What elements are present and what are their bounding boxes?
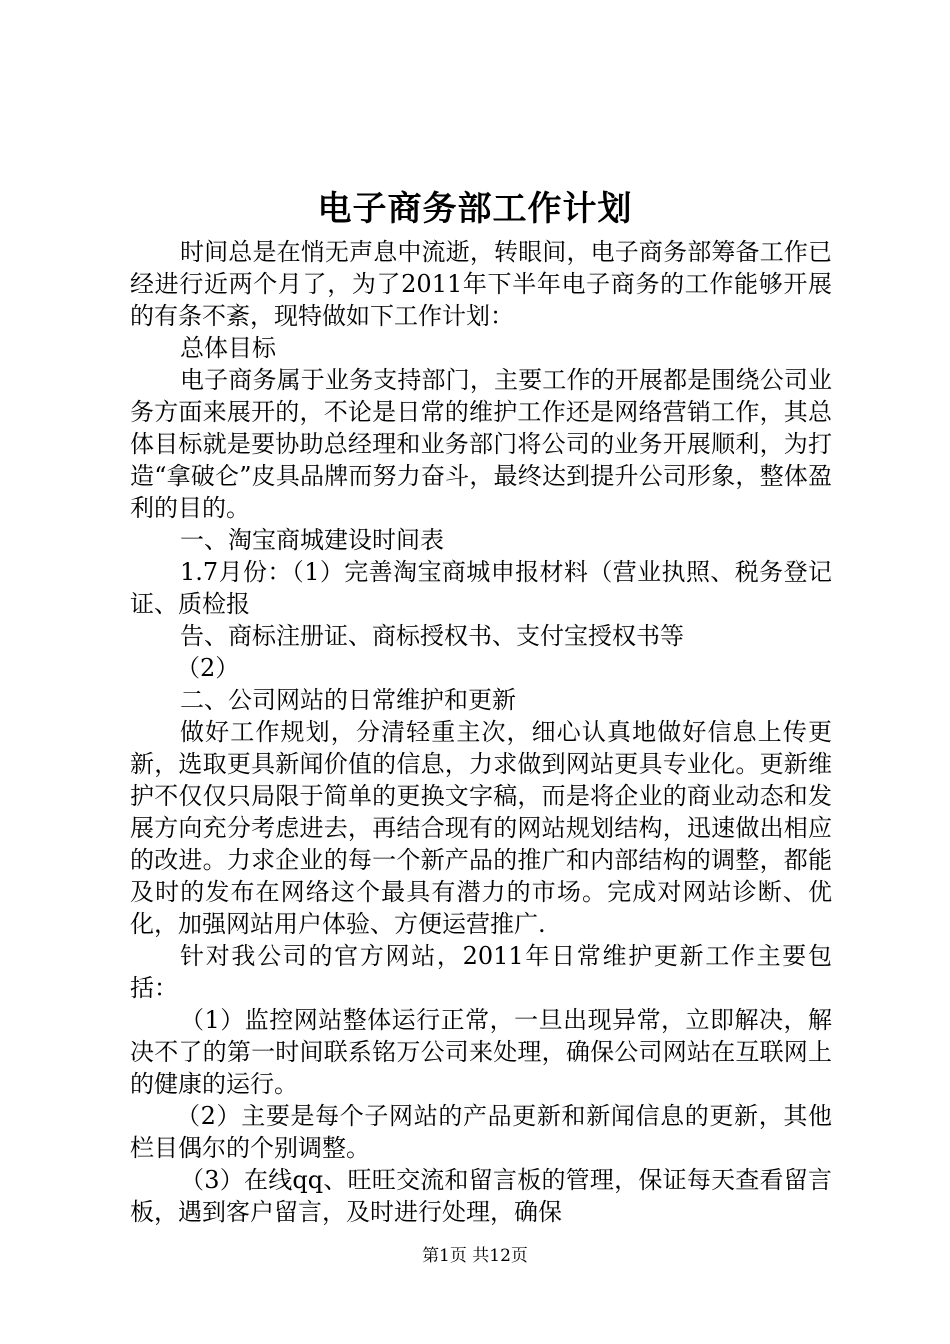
list-item-1: （1）监控网站整体运行正常，一旦出现异常，立即解决，解决不了的第一时间联系铭万公司来处理，确保公司网站在互联网上的健康的运行。: [130, 1006, 832, 1098]
intro-paragraph: 时间总是在悄无声息中流逝，转眼间，电子商务部筹备工作已经进行近两个月了，为了2011年下半年电子商务的工作能够开展的有条不紊，现特做如下工作计划：: [130, 238, 832, 330]
overall-goal-paragraph: 电子商务属于业务支持部门，主要工作的开展都是围绕公司业务方面来展开的，不论是日常的维护工作还是网络营销工作，其总体目标就是要协助总经理和业务部门将公司的业务开展顺利，为打造“拿破仑”皮具品牌而努力奋斗，最终达到提升公司形象，整体盈利的目的。: [130, 366, 832, 522]
taobao-july-item-continued: 告、商标注册证、商标授权书、支付宝授权书等: [180, 622, 684, 650]
website-maintenance-paragraph: 做好工作规划，分清轻重主次，细心认真地做好信息上传更新，选取更具新闻价值的信息，力求做到网站更具专业化。更新维护不仅仅只局限于简单的更换文字稿，而是将企业的商业动态和发展方向充分考虑进去，再结合现有的网站规划结构，迅速做出相应的改进。力求企业的每一个新产品的推广和内部结构的调整，都能及时的发布在网络这个最具有潜力的市场。完成对网站诊断、优化，加强网站用户体验、方便运营推广.: [130, 718, 832, 938]
list-item-2: （2）主要是每个子网站的产品更新和新闻信息的更新，其他栏目偶尔的个别调整。: [130, 1102, 832, 1162]
official-site-paragraph: 针对我公司的官方网站，2011年日常维护更新工作主要包括：: [130, 942, 832, 1002]
section-heading-website: 二、公司网站的日常维护和更新: [180, 686, 516, 714]
document-body: [130, 236, 832, 1228]
section-heading-overall-goal: 总体目标: [180, 334, 276, 362]
page-number-footer: 第1页 共12页: [422, 1246, 528, 1266]
taobao-july-item: 1.7月份：（1）完善淘宝商城申报材料（营业执照、税务登记证、质检报: [130, 558, 832, 618]
document-title: 电子商务部工作计划: [317, 189, 633, 229]
list-item-3: （3）在线qq、旺旺交流和留言板的管理，保证每天查看留言板，遇到客户留言，及时进行处理，确保: [130, 1166, 832, 1226]
section-heading-taobao: 一、淘宝商城建设时间表: [180, 526, 444, 554]
taobao-item-2: （2）: [176, 654, 240, 682]
